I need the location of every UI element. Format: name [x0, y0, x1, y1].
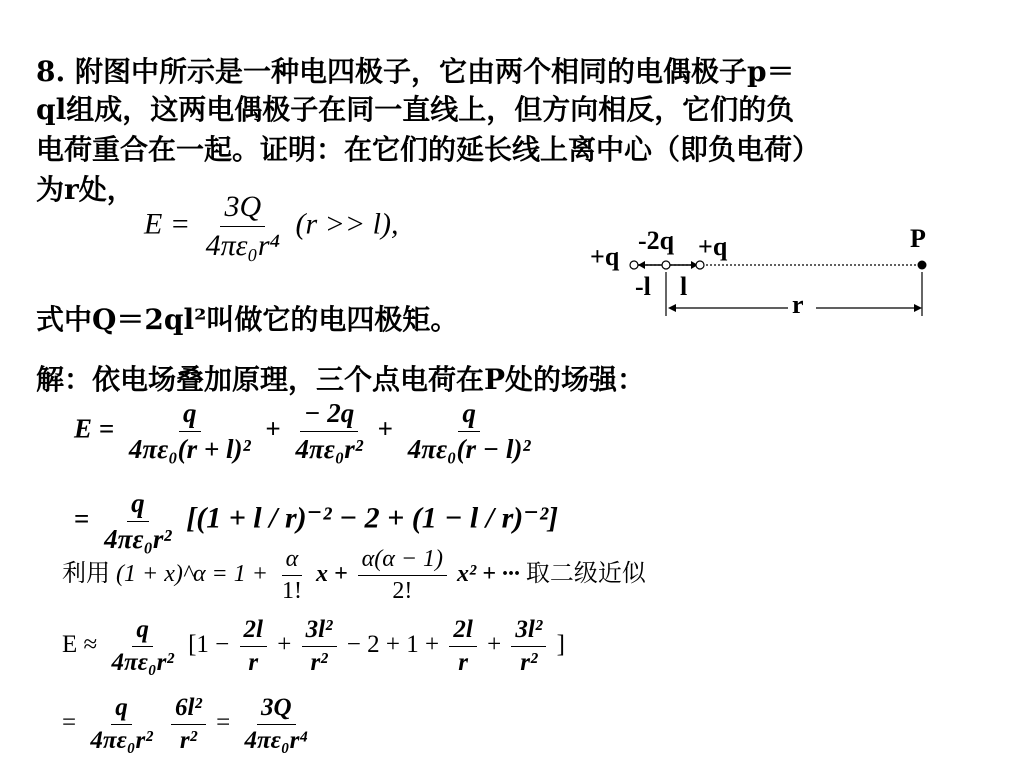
- eq1-term2: [292, 398, 367, 465]
- label-left-charge: +q: [590, 242, 620, 271]
- expansion-f2-den: 2!: [392, 578, 413, 604]
- eq3-d-den: r²: [520, 649, 538, 676]
- eq4-c-den: 4πε₀r⁴: [244, 727, 309, 754]
- eq2-fraction: [100, 488, 175, 555]
- eq1-t3-den: 4πε₀(r − l)²: [407, 434, 531, 464]
- expansion-tail: x² + ···: [457, 561, 520, 588]
- eq4-equals: =: [216, 709, 231, 737]
- given-lhs: E =: [144, 207, 191, 241]
- label-center-charge: -2q: [638, 226, 675, 255]
- eq4-b-num: 6l²: [171, 694, 206, 725]
- charge-left: [630, 261, 638, 269]
- eq1-t2-num: − 2q: [300, 398, 358, 432]
- solution-eq2: [74, 488, 558, 555]
- problem-line-1: 8. 附图中所示是一种电四极子，它由两个相同的电偶极子p＝: [36, 55, 795, 88]
- eq4-frac-c: [241, 694, 313, 755]
- eq4-a-den: 4πε₀r²: [90, 727, 153, 754]
- problem-line-5: 式中Q＝2ql²叫做它的电四极矩。: [36, 303, 459, 336]
- eq2-bracket: [(1 + l / r)⁻² − 2 + (1 − l / r)⁻²]: [186, 501, 559, 535]
- eq3-prefactor: [108, 616, 178, 677]
- expansion-f1-num: α: [282, 546, 303, 576]
- eq3-plus1: +: [277, 631, 292, 659]
- eq2-lhs: =: [74, 503, 90, 534]
- given-equation: [144, 190, 398, 263]
- problem-line-3: 电荷重合在一起。证明：在它们的延长线上离中心（即负电荷）: [36, 133, 821, 166]
- eq3-b-num: 3l²: [302, 616, 337, 647]
- eq1-t1-num: q: [179, 398, 201, 432]
- r-arrow-right: [914, 304, 922, 312]
- eq1-t2-den: 4πε₀r²: [295, 434, 363, 464]
- solution-eq4: [62, 694, 316, 755]
- eq3-a-den: r: [248, 649, 259, 676]
- given-fraction: [202, 190, 284, 263]
- solution-eq3: [62, 616, 565, 677]
- eq3-den: 4πε₀r²: [111, 649, 174, 676]
- eq3-d-num: 3l²: [511, 616, 546, 647]
- eq3-c-num: 2l: [449, 616, 476, 647]
- label-point-p: P: [910, 224, 926, 253]
- eq1-t1-den: 4πε₀(r + l)²: [128, 434, 251, 464]
- eq4-frac-a: [86, 694, 156, 755]
- expansion-frac2: [358, 546, 447, 605]
- eq4-frac-b: [171, 694, 206, 755]
- label-r: r: [792, 290, 804, 319]
- expansion-prefix: 利用: [62, 561, 110, 588]
- label-pos-l: l: [680, 272, 688, 301]
- eq3-open: [1 −: [188, 631, 230, 659]
- eq4-b-den: r²: [179, 727, 198, 754]
- problem-line-2: ql组成，这两电偶极子在同一直线上，但方向相反，它们的负: [36, 93, 795, 126]
- expansion-mid: x +: [315, 561, 348, 588]
- r-arrow-left: [668, 304, 676, 312]
- taylor-expansion: [62, 546, 646, 605]
- eq4-a-num: q: [111, 694, 132, 725]
- given-num: 3Q: [220, 190, 265, 227]
- eq3-mid: − 2 + 1 +: [346, 631, 440, 659]
- eq4-c-num: 3Q: [257, 694, 296, 725]
- charge-center: [662, 261, 670, 269]
- eq1-t3-num: q: [458, 398, 480, 432]
- eq3-plus2: +: [487, 631, 502, 659]
- expansion-f1-den: 1!: [281, 578, 302, 604]
- eq1-plus1: +: [265, 413, 281, 444]
- label-neg-l: -l: [635, 272, 651, 301]
- eq1-term1: [125, 398, 255, 465]
- expansion-f2-num: α(α − 1): [358, 546, 447, 576]
- expansion-suffix: 取二级近似: [525, 561, 646, 588]
- arrow-head-left: [638, 261, 645, 269]
- eq2-num: q: [127, 488, 149, 522]
- eq3-b-den: r²: [310, 649, 328, 676]
- eq1-plus2: +: [377, 413, 393, 444]
- given-condition: (r >> l),: [295, 207, 399, 241]
- quadrupole-diagram: [580, 222, 1000, 322]
- eq3-term-c: [449, 616, 476, 677]
- eq3-lhs: E ≈: [62, 631, 98, 659]
- problem-line-4: 为r处，: [36, 173, 135, 206]
- eq3-term-a: [240, 616, 267, 677]
- eq4-lhs: =: [62, 709, 77, 737]
- point-p-dot: [918, 261, 927, 270]
- solution-eq1: [74, 398, 538, 465]
- charge-right: [696, 261, 704, 269]
- solution-intro: 解：依电场叠加原理，三个点电荷在P处的场强：: [36, 363, 646, 396]
- eq3-a-num: 2l: [240, 616, 267, 647]
- label-right-charge: +q: [698, 232, 728, 261]
- given-den: 4πε₀r⁴: [205, 229, 280, 262]
- expansion-frac1: [278, 546, 306, 605]
- eq3-term-d: [511, 616, 546, 677]
- eq1-lhs: E =: [74, 413, 115, 444]
- eq3-num: q: [132, 616, 153, 647]
- eq3-c-den: r: [458, 649, 468, 676]
- eq1-term3: [404, 398, 535, 465]
- eq3-close: ]: [556, 631, 565, 659]
- expansion-base: (1 + x)^α = 1 +: [116, 561, 268, 588]
- eq3-term-b: [302, 616, 337, 677]
- eq2-den: 4πε₀r²: [104, 524, 172, 554]
